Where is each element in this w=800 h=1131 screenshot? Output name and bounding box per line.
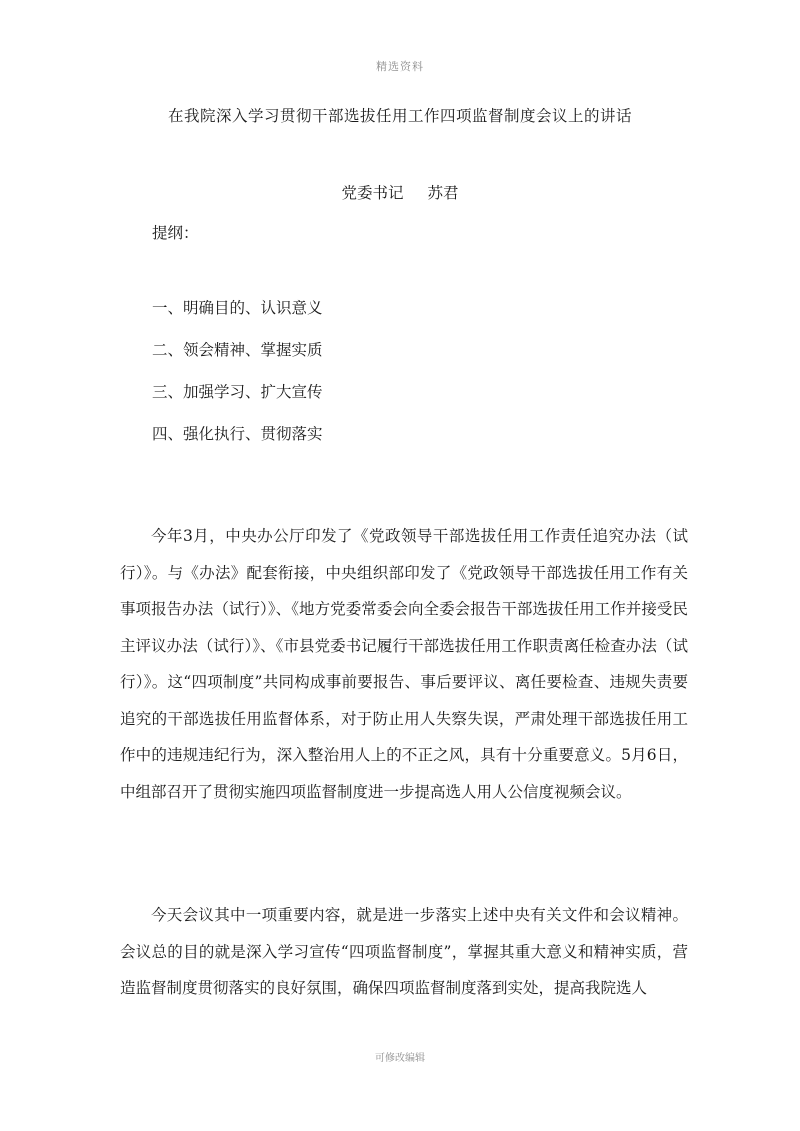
outline-item: 二、领会精神、掌握实质 — [152, 341, 323, 359]
outline-item: 四、强化执行、贯彻落实 — [152, 425, 323, 443]
author-role: 党委书记 — [341, 184, 404, 202]
author-name: 苏君 — [427, 184, 459, 202]
author-line — [0, 181, 800, 203]
document-title: 在我院深入学习贯彻干部选拔任用工作四项监督制度会议上的讲话 — [167, 107, 632, 125]
outline-item: 一、明确目的、认识意义 — [152, 299, 323, 317]
outline-item: 三、加强学习、扩大宣传 — [152, 383, 323, 401]
body-paragraph: 今年3月，中央办公厅印发了《党政领导干部选拔任用工作责任追究办法（试行）》。与《办法》配套衔接，中央组织部印发了《党政领导干部选拔任用工作有关事项报告办法（试行）》、《地方党委常委会向全委会报告干部选拔任用工作并接受民主评议办法（试行）》、《市县党委书记履行干部选拔任用工作职责离任检查办法（试行）》。这“四项制度”共同构成事前要报告、事后要评议、离任要检查、违规失责要追究的干部选拔任用监督体系，对于防止用人失察失误，严肃处理干部选拔任用工作中的违规违纪行为，深入整治用人上的不正之风，具有十分重要意义。5月6日，中组部召开了贯彻实施四项监督制度进一步提高选人用人公信度视频会议。 — [120, 527, 688, 801]
page-header: 精选资料 — [376, 60, 424, 73]
body-paragraph: 今天会议其中一项重要内容，就是进一步落实上述中央有关文件和会议精神。会议总的目的就是深入学习宣传“四项监督制度”，掌握其重大意义和精神实质，营造监督制度贯彻落实的良好氛围，确保四项监督制度落到实处，提高我院选人 — [120, 906, 688, 997]
outline-label: 提纲： — [152, 224, 199, 242]
page-footer: 可修改编辑 — [375, 1053, 425, 1064]
